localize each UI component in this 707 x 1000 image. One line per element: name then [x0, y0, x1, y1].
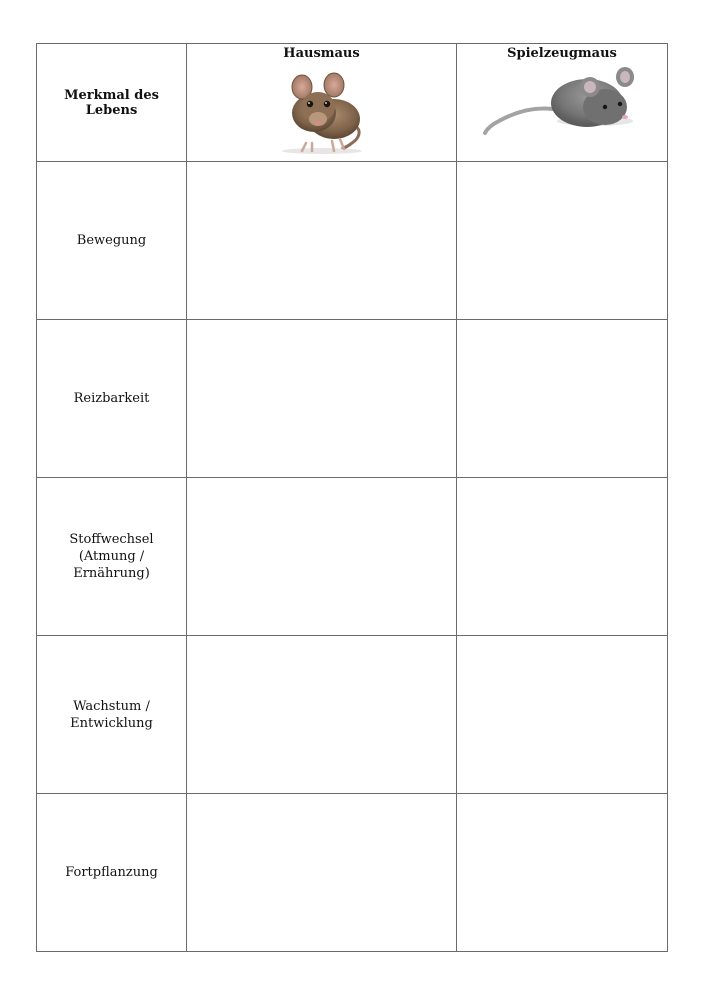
- header-row: [37, 44, 668, 162]
- feature-cell: [37, 478, 187, 636]
- table-row: [37, 162, 668, 320]
- answer-cell-toy[interactable]: [457, 320, 668, 478]
- answer-cell-house[interactable]: [187, 636, 457, 794]
- table-row: [37, 320, 668, 478]
- toy-mouse-title: Spielzeugmaus: [507, 46, 617, 61]
- answer-cell-toy[interactable]: [457, 162, 668, 320]
- answer-cell-toy[interactable]: [457, 794, 668, 952]
- table-row: [37, 794, 668, 952]
- feature-label: Fortpflanzung: [65, 865, 158, 880]
- answer-cell-toy[interactable]: [457, 636, 668, 794]
- toy-mouse-image: [477, 63, 647, 143]
- house-mouse-title: Hausmaus: [283, 46, 360, 61]
- feature-cell: [37, 636, 187, 794]
- house-mouse-image: [272, 63, 372, 155]
- feature-cell: [37, 320, 187, 478]
- answer-cell-toy[interactable]: [457, 478, 668, 636]
- feature-header-label: Merkmal des Lebens: [64, 87, 159, 118]
- table-row: [37, 478, 668, 636]
- feature-label: Bewegung: [76, 233, 147, 248]
- table-row: [37, 636, 668, 794]
- feature-cell: [37, 162, 187, 320]
- answer-cell-house[interactable]: [187, 794, 457, 952]
- feature-label: Wachstum / Entwicklung: [70, 698, 153, 731]
- feature-label: Stoffwechsel (Atmung / Ernährung): [69, 532, 154, 581]
- answer-cell-house[interactable]: [187, 478, 457, 636]
- worksheet-table: [36, 43, 668, 952]
- feature-header-cell: [37, 44, 187, 162]
- answer-cell-house[interactable]: [187, 320, 457, 478]
- house-mouse-header-cell: [187, 44, 457, 162]
- answer-cell-house[interactable]: [187, 162, 457, 320]
- feature-label: Reizbarkeit: [73, 391, 150, 406]
- toy-mouse-header-cell: [457, 44, 668, 162]
- feature-cell: [37, 794, 187, 952]
